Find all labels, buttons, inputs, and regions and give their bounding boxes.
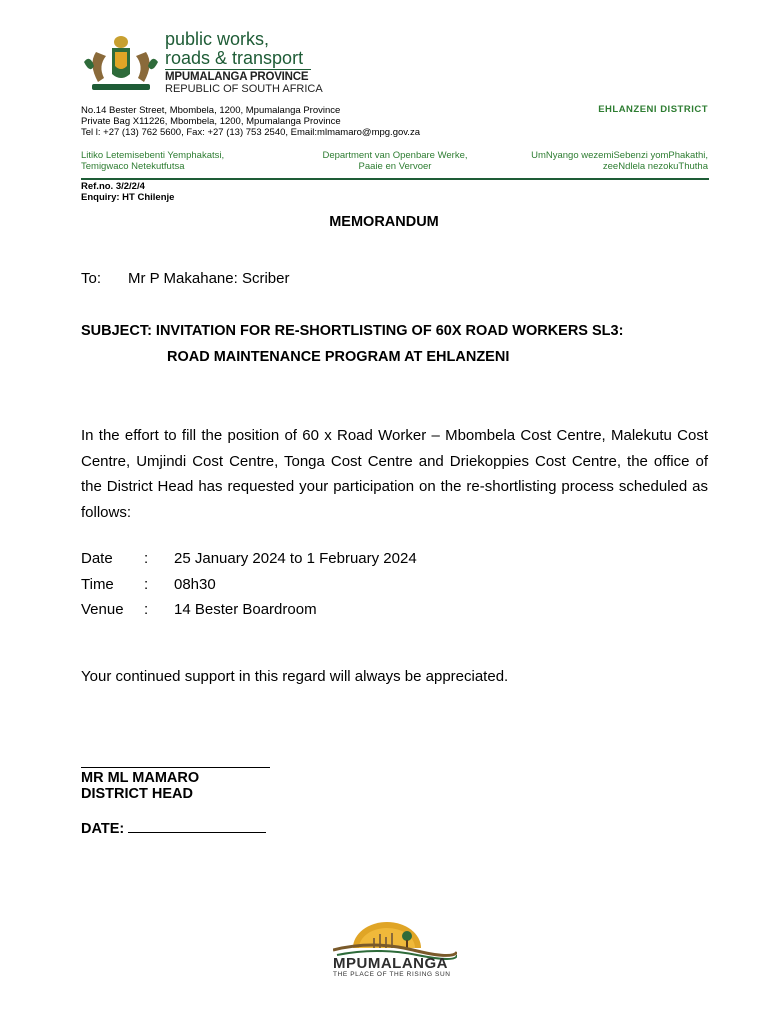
- schedule-row-venue: Venue : 14 Bester Boardroom: [81, 601, 317, 618]
- rising-sun-logo-icon: [333, 918, 457, 960]
- brand-divider: [165, 69, 311, 70]
- date-field: [81, 819, 266, 837]
- schedule-row-time: Time : 08h30: [81, 576, 216, 593]
- subject-line-2: ROAD MAINTENANCE PROGRAM AT EHLANZENI: [167, 349, 510, 365]
- address-line-2: Private Bag X11226, Mbombela, 1200, Mpumalanga Province: [81, 116, 341, 127]
- lang-isindebele: UmNyango wezemiSebenzi yomPhakathi, zeeNdlela nezokuThutha: [531, 150, 708, 172]
- signatory-name: MR ML MAMARO: [81, 770, 200, 786]
- brand-line-2: roads & transport: [165, 48, 304, 68]
- district-name: EHLANZENI DISTRICT: [598, 104, 708, 115]
- schedule-row-date: Date : 25 January 2024 to 1 February 2024: [81, 550, 417, 567]
- date-label: DATE:: [81, 821, 125, 837]
- recipient-name: Mr P Makahane: Scriber: [128, 270, 290, 287]
- closing-sentence: Your continued support in this regard will always be appreciated.: [81, 668, 509, 685]
- reference-number: Ref.no. 3/2/2/4: [81, 181, 145, 192]
- address-line-1: No.14 Bester Street, Mbombela, 1200, Mpumalanga Province: [81, 105, 341, 116]
- body-paragraph: In the effort to fill the position of 60 x Road Worker – Mbombela Cost Centre, Malekutu Cost Centre, Umjindi Cost Centre, Tonga Cost Centre and Driekoppies Cost Centre, the office of the District Head has requested your participation on the re-shortlisting process scheduled as follows:: [81, 427, 708, 521]
- recipient-line: [81, 270, 290, 287]
- brand-line-1: public works,: [165, 29, 270, 49]
- signature-line: [81, 767, 270, 768]
- footer-logo-word: MPUMALANGA: [333, 955, 448, 972]
- coat-of-arms-icon: [78, 34, 164, 96]
- to-label: To:: [81, 270, 102, 287]
- footer-tagline: THE PLACE OF THE RISING SUN: [333, 971, 451, 978]
- signatory-title: DISTRICT HEAD: [81, 786, 193, 802]
- subject-line-1: SUBJECT: INVITATION FOR RE-SHORTLISTING OF 60X ROAD WORKERS SL3:: [81, 323, 624, 339]
- lang-afrikaans: Department van Openbare Werke, Paaie en Vervoer: [322, 150, 468, 172]
- lang-siswati: Litiko Letemisebenti Yemphakatsi, Temigwaco Netekutfutsa: [81, 150, 225, 172]
- country-name: REPUBLIC OF SOUTH AFRICA: [165, 83, 323, 95]
- enquiry-contact: Enquiry: HT Chilenje: [81, 192, 175, 203]
- memo-title: MEMORANDUM: [329, 214, 439, 230]
- date-blank-line: [128, 819, 266, 833]
- address-line-3: Tel l: +27 (13) 762 5600, Fax: +27 (13) 753 2540, Email:mlmamaro@mpg.gov.za: [81, 127, 420, 138]
- header-divider: [81, 178, 709, 180]
- province-name: MPUMALANGA PROVINCE: [165, 71, 309, 83]
